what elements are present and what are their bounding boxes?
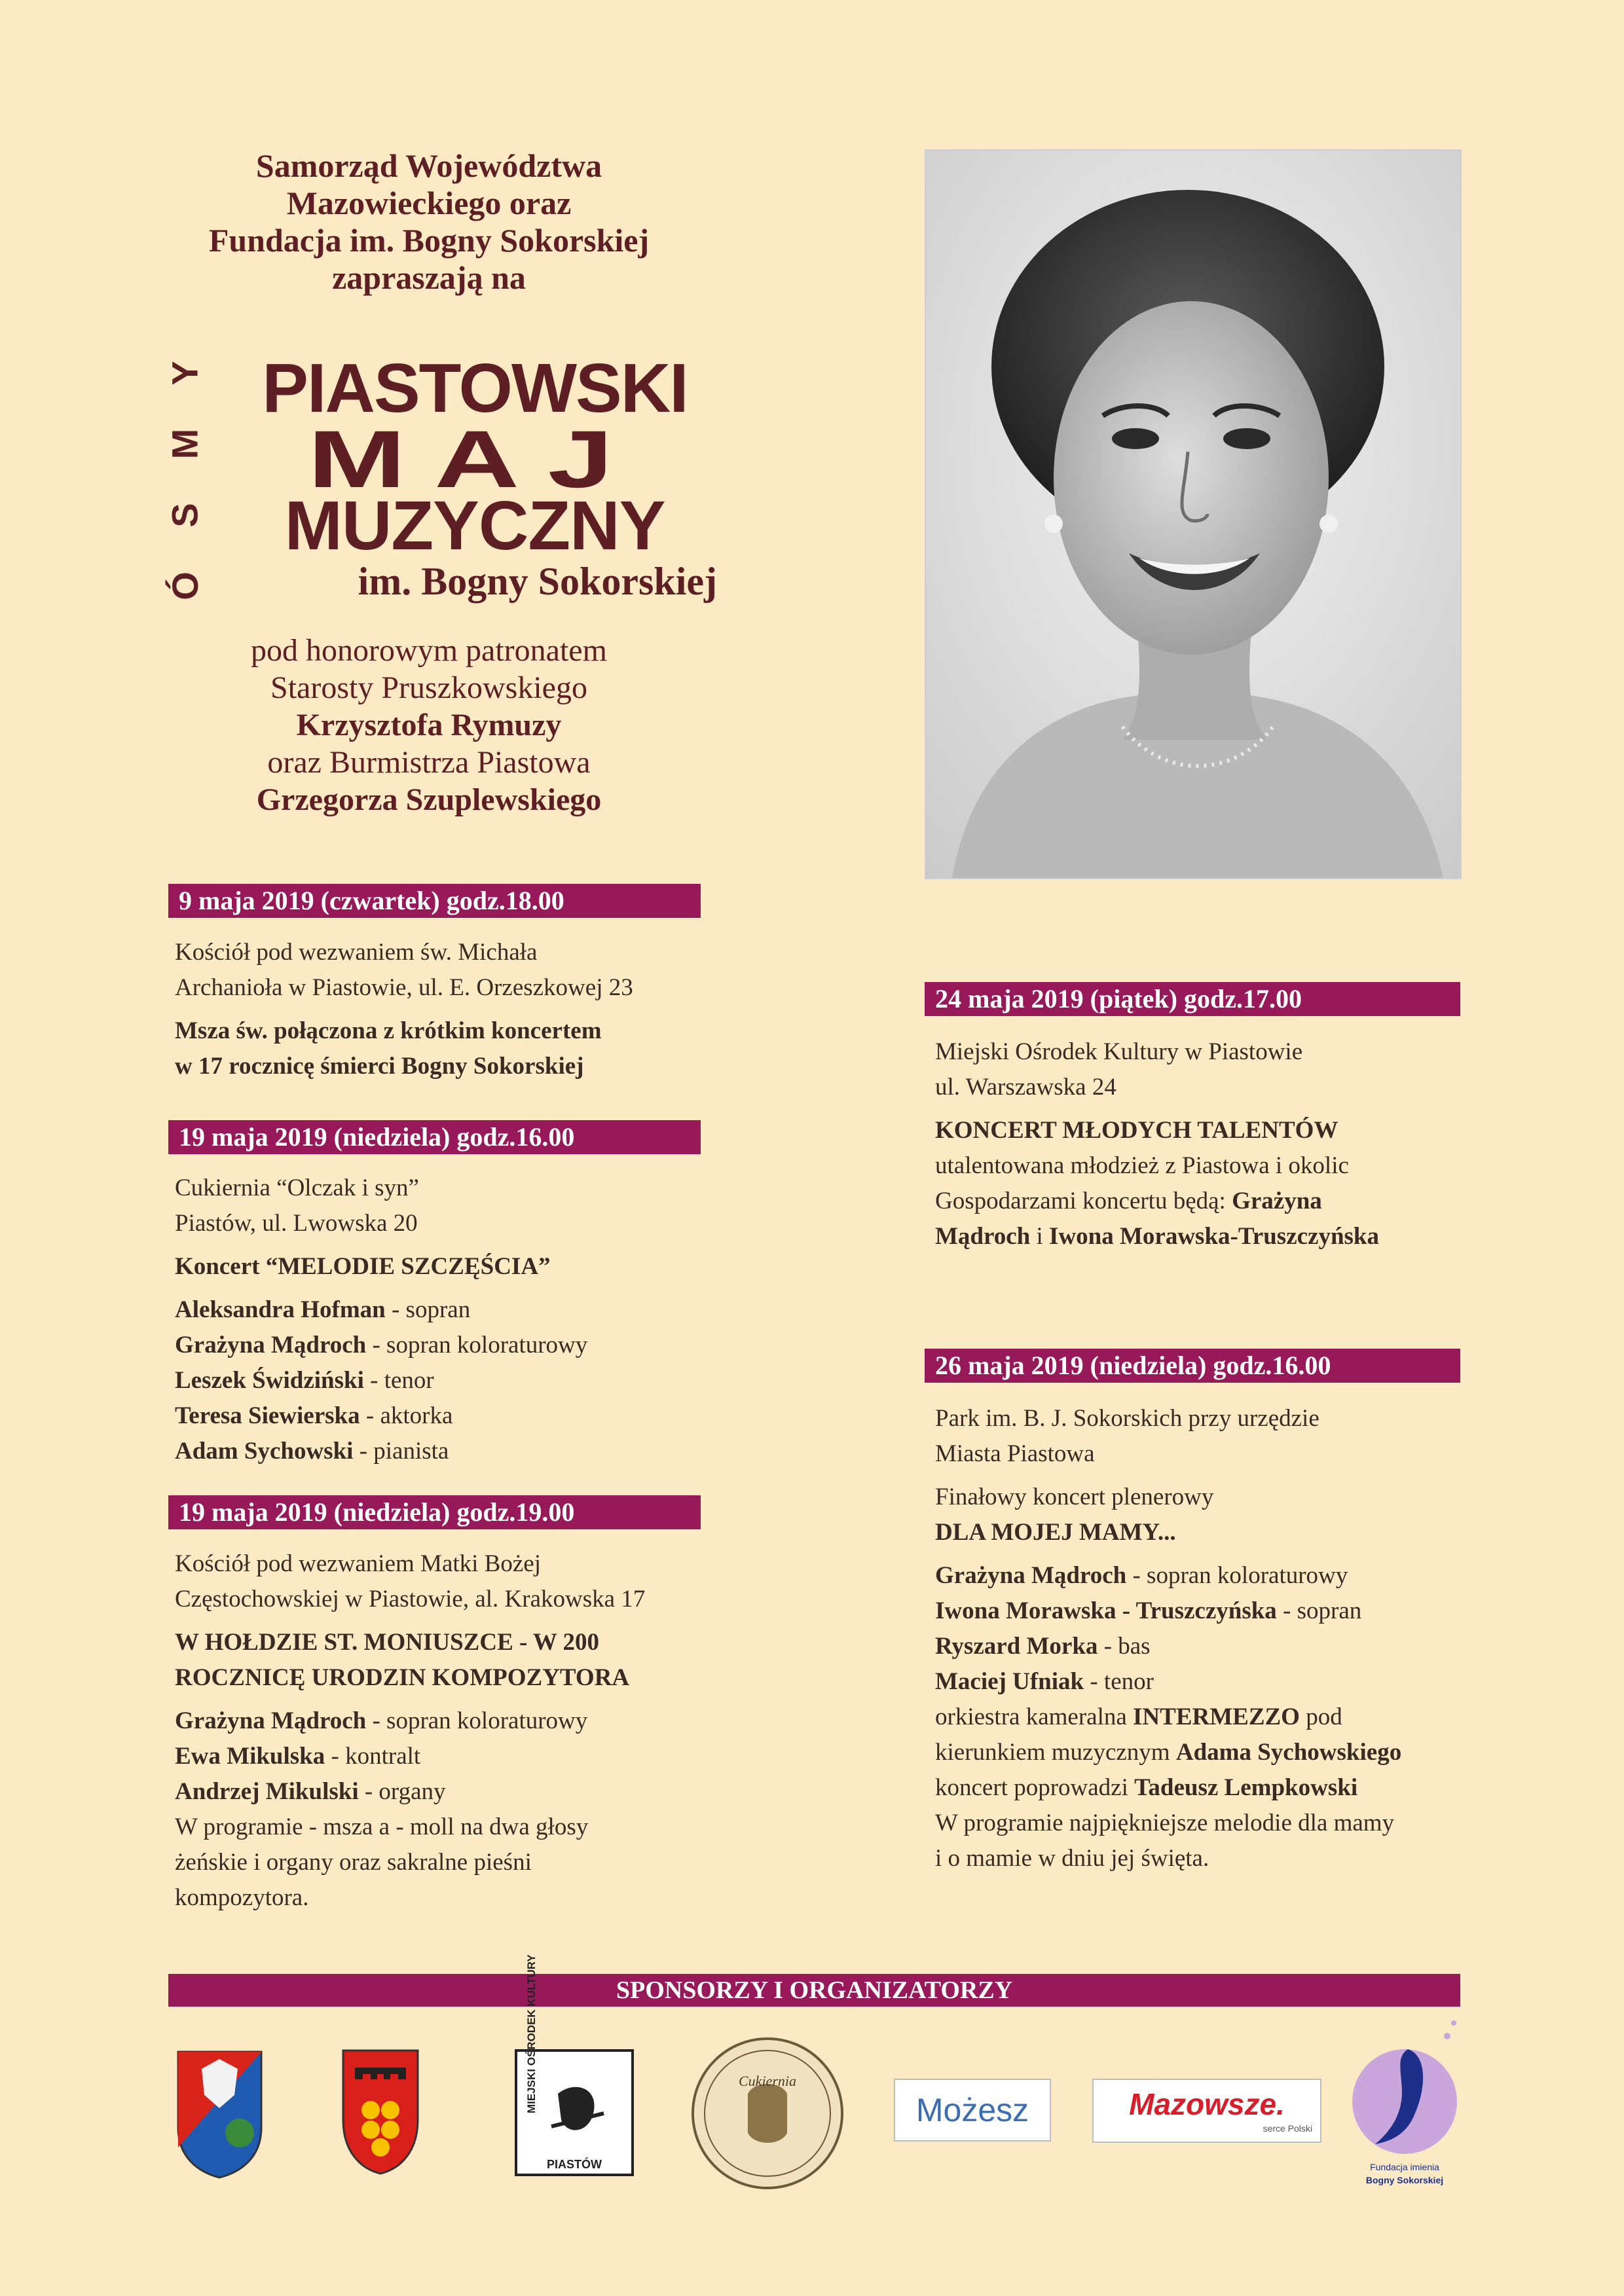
event-line [175,1774,712,1810]
event-line-bold-part: Andrzej Mikulski [175,1778,359,1805]
mazowsze-tagline: serce Polski [1263,2123,1312,2134]
event-line-bold-part: w 17 rocznicę śmierci Bogny Sokorskiej [175,1053,584,1080]
cukiernia-olczak-logo [689,2035,846,2192]
portrait-photo [925,149,1462,879]
event-line [175,1363,712,1398]
event-line [175,1328,712,1363]
mok-logo-city: PIASTÓW [547,2158,602,2171]
mazowsze-logo-text: Mazowsze. [1129,2087,1285,2121]
fundacja-logo [1349,2010,1460,2200]
event-line [935,1480,1459,1515]
event-line-part: - sopran koloraturowy [366,1332,588,1358]
event-line [175,1049,712,1084]
event-line-part: - kontralt [325,1743,421,1770]
event-line-bold-part: Koncert “MELODIE SZCZĘŚCIA” [175,1253,551,1280]
event-line [935,1070,1459,1105]
event-line-part: Park im. B. J. Sokorskich przy urzędzie [935,1405,1320,1432]
event-line-bold-part: Grażyna Mądroch [175,1707,367,1734]
mok-logo-text: MIEJSKI OŚRODEK KULTURY [525,1954,538,2113]
fundacja-logo-line1: Fundacja imienia [1370,2162,1439,2172]
event-4-details [935,1034,1459,1254]
event-line [175,1546,712,1582]
event-3-date-bar: 19 maja 2019 (niedziela) godz.19.00 [168,1495,701,1529]
sponsors-title-bar: SPONSORZY I ORGANIZATORZY [168,1974,1460,2007]
event-line-bold-part: ROCZNICĘ URODZIN KOMPOZYTORA [175,1664,630,1691]
event-line-bold-part: Grażyna Mądroch [935,1562,1127,1589]
event-line-bold-part: Aleksandra Hofman [175,1296,386,1323]
event-line [175,1739,712,1774]
event-line-bold-part: Msza św. połączona z krótkim koncertem [175,1017,602,1044]
patronage-line: Krzysztofa Rymuzy [296,708,562,742]
event-2-details [175,1171,712,1469]
event-line [175,1434,712,1469]
event-line-part: kierunkiem muzycznym [935,1739,1176,1766]
event-line [175,1810,712,1845]
patronage-line: Grzegorza Szuplewskiego [256,782,602,817]
event-5-details [935,1401,1459,1876]
event-line-part: Archanioła w Piastowie, ul. E. Orzeszkowej 23 [175,974,633,1001]
event-line-bold-part: KONCERT MŁODYCH TALENTÓW [935,1117,1338,1144]
event-line-part: Finałowy koncert plenerowy [935,1484,1214,1510]
event-line-bold-part: Tadeusz Lempkowski [1134,1774,1358,1801]
event-line [935,1034,1459,1070]
event-line [175,1249,712,1285]
intro-line-4: zapraszają na [332,259,526,296]
event-line [175,1206,712,1241]
event-line-part: Częstochowskiej w Piastowie, al. Krakowska 17 [175,1586,646,1613]
event-line [175,1704,712,1739]
event-line [175,970,712,1006]
event-line [935,1594,1459,1629]
mozesz-logo-text: Możesz [915,2092,1029,2128]
event-line [935,1436,1459,1472]
powiat-crest-logo [175,2049,264,2180]
event-line [175,1582,712,1617]
portrait-illustration [926,151,1460,878]
title-piastowski: PIASTOWSKI [262,350,688,427]
event-line-part: pod [1299,1704,1342,1730]
event-line [175,1292,712,1328]
event-line-bold-part: Adama Sychowskiego [1175,1739,1402,1766]
intro-line-2: Mazowieckiego oraz [286,185,572,221]
event-line-bold-part: Leszek Świdziński [175,1367,364,1394]
event-line [935,1841,1459,1876]
title-muzyczny: MUZYCZNY [284,487,665,564]
event-line-bold-part: Teresa Siewierska [175,1402,360,1429]
piastow-crest-logo [341,2048,420,2176]
event-line-part: - sopran koloraturowy [1126,1562,1348,1589]
event-1-date-bar: 9 maja 2019 (czwartek) godz.18.00 [168,884,701,918]
intro-line-3: Fundacja im. Bogny Sokorskiej [208,222,650,259]
event-line [175,1013,712,1049]
event-line [175,1625,712,1660]
event-line-part: koncert poprowadzi [935,1774,1135,1801]
event-line-part: Kościół pod wezwaniem św. Michała [175,939,538,966]
event-line-part: Cukiernia “Olczak i syn” [175,1175,419,1201]
event-line-part: - organy [358,1778,446,1805]
event-line-part: - tenor [363,1367,434,1394]
event-line-part: Miejski Ośrodek Kultury w Piastowie [935,1038,1303,1065]
event-line [935,1629,1459,1664]
title-maj: MAJ [307,414,642,505]
patronage-line: Starosty Pruszkowskiego [270,670,587,705]
event-line-part: orkiestra kameralna [935,1704,1134,1730]
festival-title [154,350,717,609]
event-line-bold-part: Maciej Ufniak [935,1668,1084,1695]
event-line-part: - bas [1098,1633,1151,1660]
event-line-bold-part: Mądroch [935,1223,1031,1250]
event-line-part: W programie najpiękniejsze melodie dla mamy [935,1810,1395,1836]
event-line [175,1845,712,1880]
fundacja-logo-line2: Bogny Sokorskiej [1365,2175,1444,2185]
event-line-bold-part: Grażyna Mądroch [175,1332,367,1358]
event-line [935,1770,1459,1806]
event-line-bold-part: Ewa Mikulska [175,1743,325,1770]
cukiernia-logo-text: Cukiernia [739,2073,796,2089]
event-line-part: i o mamie w dniu jej święta. [935,1845,1209,1872]
event-1-details [175,935,712,1084]
event-line [935,1700,1459,1735]
event-line [175,935,712,970]
event-line [935,1806,1459,1841]
event-2-date-bar: 19 maja 2019 (niedziela) godz.16.00 [168,1120,701,1154]
event-line-bold-part: Ryszard Morka [935,1633,1098,1660]
event-line-part: - sopran [385,1296,471,1323]
event-line-bold-part: W HOŁDZIE ST. MONIUSZCE - W 200 [175,1629,599,1656]
event-line-part: Gospodarzami koncertu będą: [935,1188,1232,1214]
event-line-part: Kościół pod wezwaniem Matki Bożej [175,1550,541,1577]
patronage-line: pod honorowym patronatem [251,633,607,668]
event-line-part: W programie - msza a - moll na dwa głosy [175,1813,589,1840]
vertical-letter: Y [164,361,206,386]
mazowsze-logo [1092,2079,1321,2143]
event-line-part: - pianista [353,1438,449,1465]
event-line [935,1401,1459,1436]
intro-line-1: Samorząd Województwa [255,147,602,184]
event-line [935,1148,1459,1184]
vertical-letter: M [164,429,206,460]
patronage-line: oraz Burmistrza Piastowa [267,745,591,780]
event-5-date-bar: 26 maja 2019 (niedziela) godz.16.00 [925,1349,1460,1383]
event-line-bold-part: Iwona Morawska-Truszczyńska [1049,1223,1380,1250]
mozesz-logo [894,2079,1051,2141]
event-line-part: Miasta Piastowa [935,1440,1095,1467]
event-line-bold-part: INTERMEZZO [1133,1704,1300,1730]
event-line [935,1664,1459,1700]
event-line [175,1171,712,1206]
event-4-date-bar: 24 maja 2019 (piątek) godz.17.00 [925,982,1460,1016]
event-line [175,1880,712,1916]
event-line [175,1660,712,1696]
vertical-letter: S [164,502,206,528]
event-line-part: - sopran [1276,1597,1362,1624]
event-line [935,1558,1459,1594]
event-line-bold-part: Grażyna [1232,1188,1322,1214]
invitation-header [138,147,720,297]
event-line-part: utalentowana młodzież z Piastowa i okolic [935,1152,1349,1179]
event-line-part: ul. Warszawska 24 [935,1074,1116,1101]
event-line-part: kompozytora. [175,1884,309,1911]
event-line [935,1184,1459,1219]
event-3-details [175,1546,712,1916]
event-line [935,1515,1459,1550]
event-line-bold-part: DLA MOJEJ MAMY... [935,1519,1176,1546]
title-subtitle: im. Bogny Sokorskiej [358,560,717,603]
event-line [935,1219,1459,1254]
event-line-part: żeńskie i organy oraz sakralne pieśni [175,1849,532,1876]
event-line-part: - sopran koloraturowy [366,1707,588,1734]
event-line-bold-part: Adam Sychowski [175,1438,354,1465]
event-line [935,1735,1459,1770]
event-line-part: i [1030,1223,1050,1250]
event-line-part: - aktorka [360,1402,453,1429]
patronage-block [138,632,720,818]
vertical-letter: Ó [164,572,206,600]
event-line-part: Piastów, ul. Lwowska 20 [175,1210,418,1237]
event-line-bold-part: Iwona Morawska - Truszczyńska [935,1597,1277,1624]
event-line [175,1398,712,1434]
mok-piastow-logo [512,1954,637,2179]
event-line-part: - tenor [1084,1668,1154,1695]
event-line [935,1113,1459,1148]
